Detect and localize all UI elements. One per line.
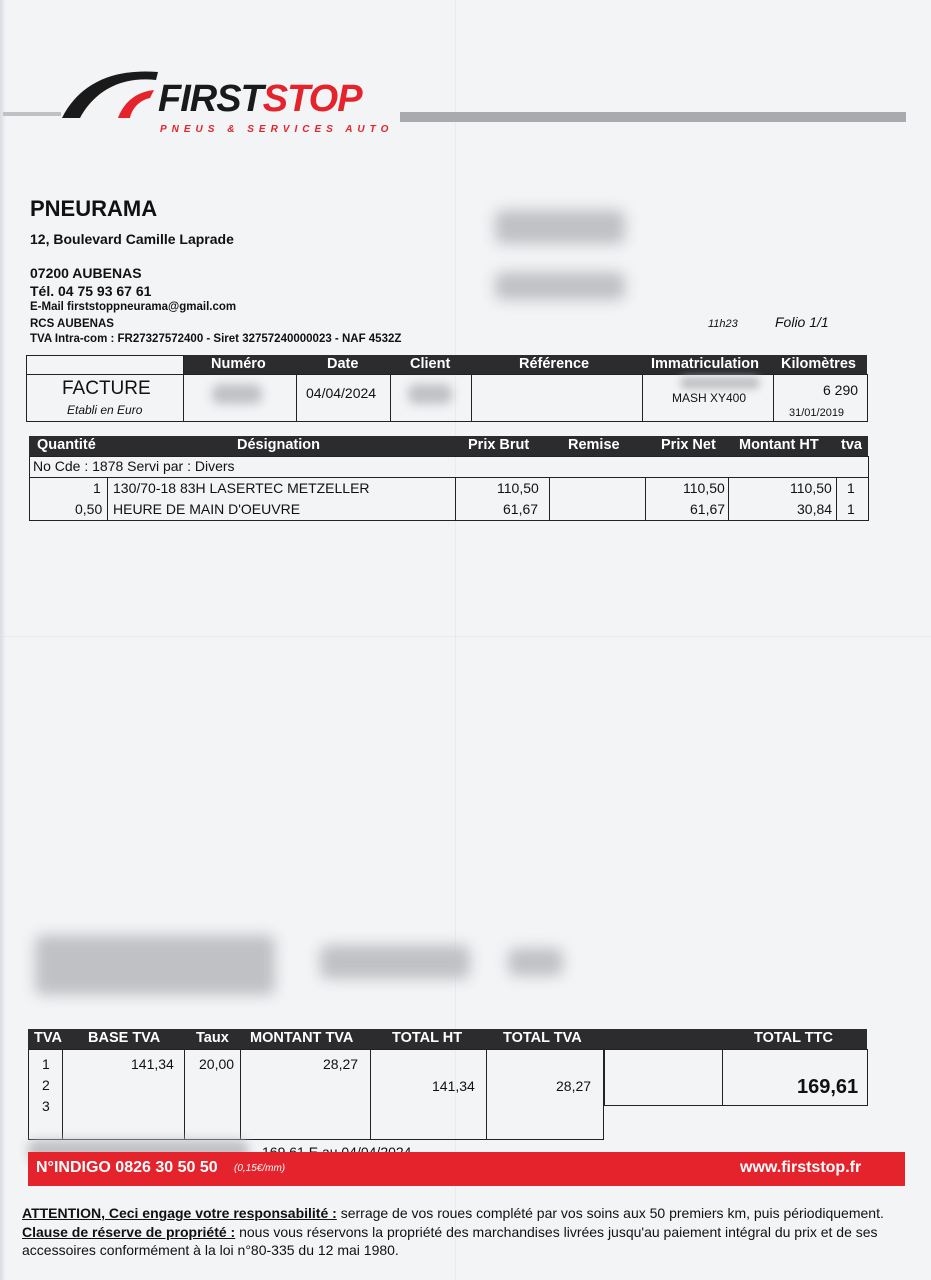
col-immatriculation: Immatriculation [651,356,759,372]
clause-line-2: accessoires conformément à la loi n°80-335 du 12 mai 1980. [22,1242,399,1258]
col-taux: Taux [196,1030,229,1046]
col-total-tva: TOTAL TVA [503,1030,582,1046]
col-remise: Remise [568,437,620,453]
col-quantite: Quantité [37,437,96,453]
line-qty: 1 [93,480,101,496]
invoice-date: 04/04/2024 [306,385,377,401]
col-client: Client [410,356,451,372]
divider [645,477,646,521]
redacted-stamp [508,948,563,976]
brand-stop: STOP [262,78,362,120]
divider [184,1049,185,1140]
attention-label: ATTENTION, Ceci engage votre responsabilité : [22,1205,337,1221]
firststop-logo [60,62,405,140]
col-tva: tva [841,437,862,453]
divider [836,477,837,521]
attention-line [22,1205,884,1221]
col-montant-tva: MONTANT TVA [250,1030,354,1046]
company-rcs: RCS AUBENAS [30,318,114,330]
divider [549,477,550,521]
line-prix-net: 61,67 [690,501,726,517]
col-total-ttc: TOTAL TTC [754,1030,833,1046]
line-prix-brut: 110,50 [497,480,539,496]
totals-header-bar [28,1029,867,1049]
redacted-invoice-number [212,384,262,404]
tva-code: 1 [42,1056,50,1072]
website: www.firststop.fr [740,1159,862,1176]
line-tva: 1 [847,480,855,496]
divider [62,1049,63,1140]
clause-text: nous vous réservons la propriété des marchandises livrées jusqu'au paiement intégral du prix et de ses [235,1224,878,1240]
total-tva: 28,27 [556,1078,592,1094]
montant-tva: 28,27 [323,1056,359,1072]
divider [471,374,472,422]
km-value: 6 290 [823,382,859,398]
redacted-customer-address [495,272,625,300]
km-date: 31/01/2019 [789,407,845,419]
line-prix-brut: 61,67 [503,501,539,517]
divider [773,374,774,422]
brand-tagline: PNEUS & SERVICES AUTO [160,124,394,135]
tva-code: 3 [42,1098,50,1114]
tva-code: 2 [42,1077,50,1093]
divider [455,477,456,521]
line-tva: 1 [847,501,855,517]
col-tva-code: TVA [34,1030,62,1046]
divider [240,1049,241,1140]
taux: 20,00 [199,1056,235,1072]
brand-wordmark [158,78,362,121]
line-qty: 0,50 [75,501,103,517]
line-montant-ht: 110,50 [790,480,832,496]
print-time: 11h23 [708,318,738,330]
footer-bar [28,1152,905,1186]
currency-note: Etabli en Euro [67,403,143,417]
brand-first: FIRST [158,78,263,120]
divider [722,1049,723,1106]
company-city: 07200 AUBENAS [30,265,142,281]
redacted-signature [320,945,470,979]
tire-swoosh-icon [60,62,160,122]
line-prix-net: 110,50 [683,480,725,496]
line-designation: HEURE DE MAIN D'OEUVRE [113,501,301,517]
paper-edge-shadow [0,0,6,1280]
total-ht: 141,34 [432,1078,475,1094]
divider [370,1049,371,1140]
col-numero: Numéro [211,356,266,372]
clause-label: Clause de réserve de propriété : [22,1224,236,1240]
indigo-number: N°INDIGO 0826 30 50 50 [36,1159,218,1176]
divider [486,1049,487,1140]
invoice-header-bar [183,355,867,375]
divider [107,477,108,521]
base-tva: 141,34 [131,1056,174,1072]
company-tva: TVA Intra-com : FR27327572400 - Siret 32757240000023 - NAF 4532Z [30,333,402,345]
col-total-ht: TOTAL HT [392,1030,463,1046]
col-prix-net: Prix Net [661,437,716,453]
lines-header-bar [29,436,868,456]
doc-type: FACTURE [62,378,151,399]
divider [296,374,297,422]
line-montant-ht: 30,84 [797,501,833,517]
col-designation: Désignation [237,437,320,453]
header-rule-left [3,112,61,116]
company-phone: Tél. 04 75 93 67 61 [30,283,152,299]
company-name: PNEURAMA [30,196,158,221]
col-montant-ht: Montant HT [739,437,819,453]
line-designation: 130/70-18 83H LASERTEC METZELLER [113,480,370,496]
col-reference: Référence [519,356,590,372]
folio: Folio 1/1 [775,314,829,330]
col-prix-brut: Prix Brut [468,437,530,453]
divider [642,374,643,422]
clause-line [22,1224,878,1240]
divider [728,477,729,521]
redacted-vehicle [680,377,760,389]
redacted-customer-name [495,210,625,244]
company-address: 12, Boulevard Camille Laprade [30,231,234,247]
col-date: Date [327,356,359,372]
paper-fold-horizontal [0,636,931,637]
divider [390,374,391,422]
plate-number: MASH XY400 [672,391,747,405]
header-rule [400,112,906,122]
company-email: E-Mail firststoppneurama@gmail.com [30,301,237,313]
indigo-rate: (0,15€/mm) [234,1163,286,1174]
redacted-client-id [408,384,452,404]
redacted-bank-details [35,935,275,995]
order-note: No Cde : 1878 Servi par : Divers [33,458,235,474]
totals-body-box [28,1049,604,1140]
total-ttc: 169,61 [797,1076,859,1098]
col-kilometres: Kilomètres [781,356,856,372]
attention-text: serrage de vos roues complété par vos soins aux 50 premiers km, puis périodiquement. [336,1205,884,1221]
col-base-tva: BASE TVA [88,1030,161,1046]
